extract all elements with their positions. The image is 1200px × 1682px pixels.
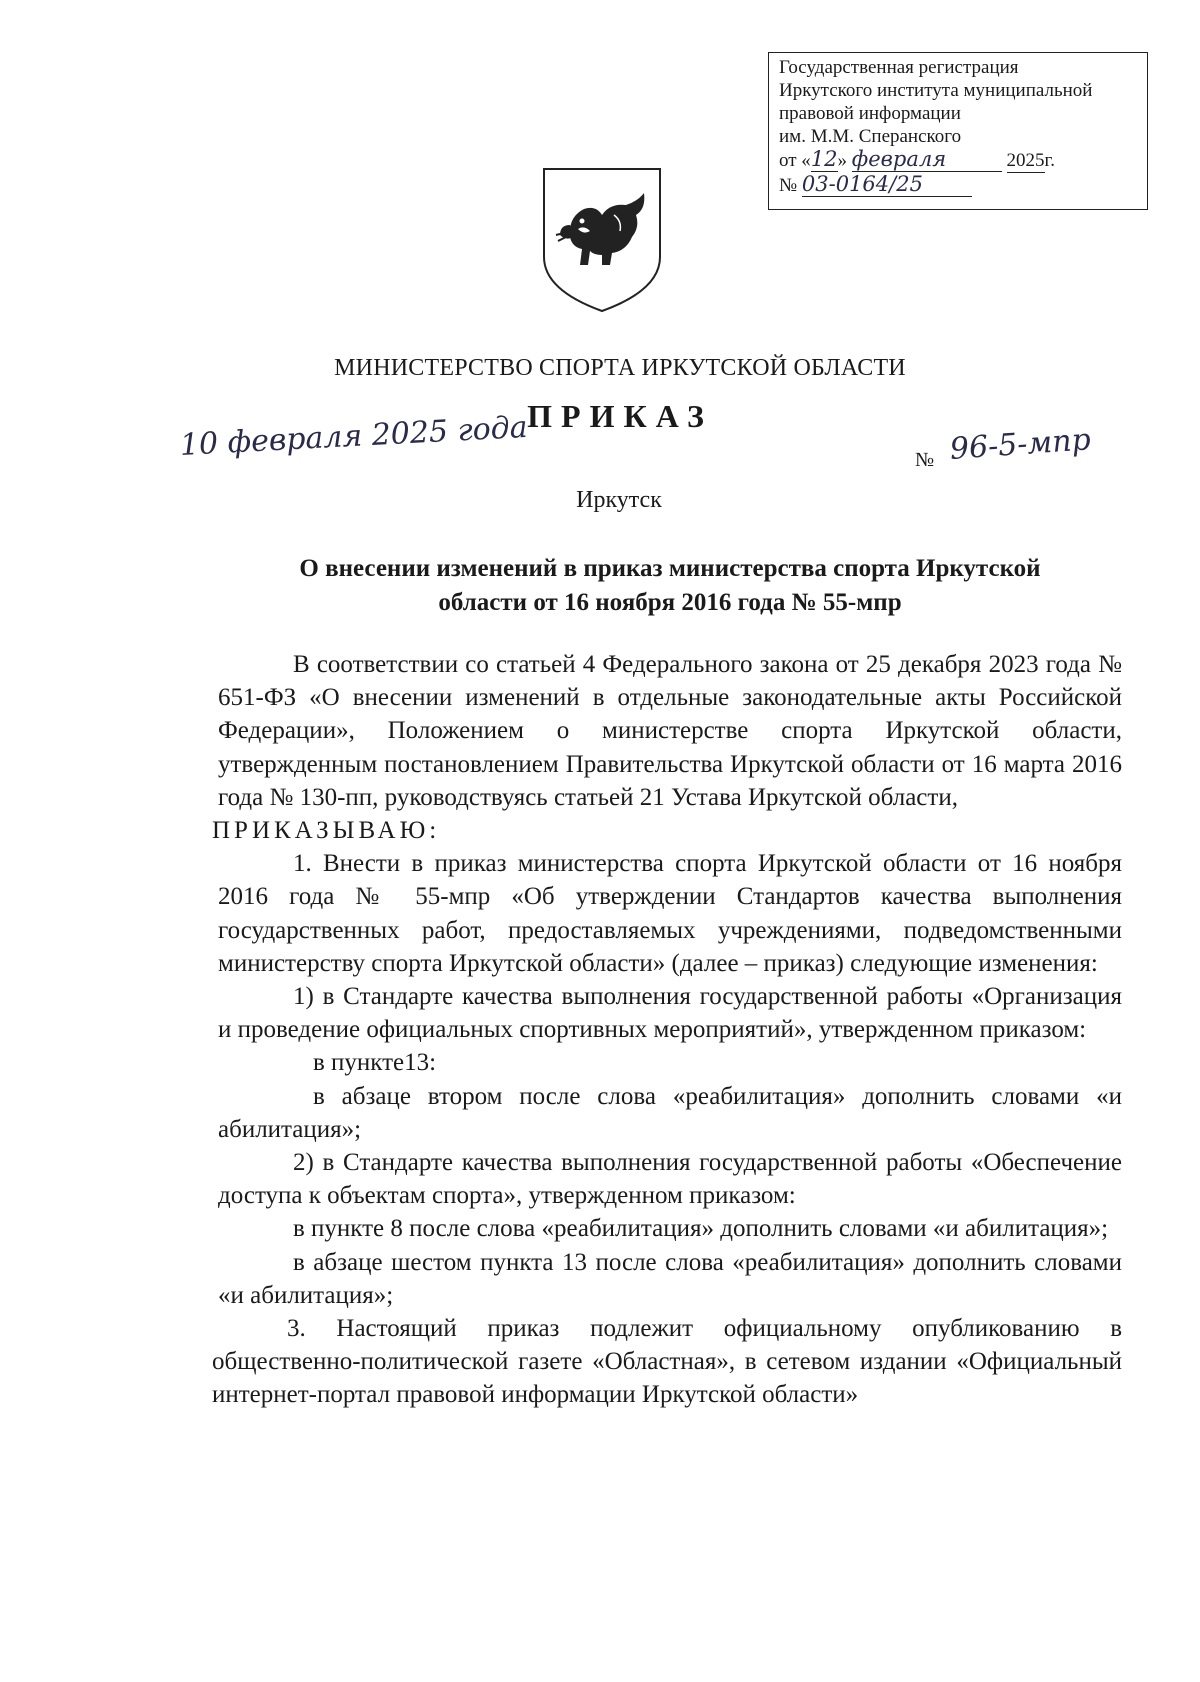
ministry-name-text: МИНИСТЕРСТВО СПОРТА ИРКУТСКОЙ ОБЛАСТИ (334, 355, 906, 381)
handwritten-number: 96-5-мпр (948, 422, 1092, 467)
document-body (212, 648, 1122, 1412)
title-line-1: О внесении изменений в приказ министерства спорта Иркутской (299, 555, 1041, 582)
stamp-line-3: правовой информации (779, 103, 961, 124)
paragraph-item-1: 1. Внести в приказ министерства спорта Иркутской области от 16 ноября 2016 года № 55-мпр «Об утверждении Стандартов качества выполнения государственных работ, предоставляемых учреждениями, подведомственными министерству спорта Иркутской области» (далее – приказ) следующие изменения: (218, 850, 1122, 977)
city-name-text: Иркутск (576, 487, 662, 513)
stamp-date-suffix: г. (1044, 150, 1055, 171)
paragraph-point-8-change: в пункте 8 после слова «реабилитация» дополнить словами «и абилитация»; (293, 1215, 1109, 1243)
stamp-date-line (779, 148, 1147, 173)
registration-stamp (768, 52, 1148, 210)
stamp-line-4: им. М.М. Сперанского (779, 126, 962, 147)
stamp-number-prefix: № (779, 175, 798, 196)
paragraph-point-13-change: в абзаце втором после слова «реабилитация» дополнить словами «и абилитация»; (218, 1082, 1122, 1143)
stamp-date-year: 2025 (1006, 150, 1045, 171)
stamp-date-month: февраля (852, 148, 1002, 172)
paragraph-preamble: В соответствии со статьей 4 Федерального закона от 25 декабря 2023 года № 651-ФЗ «О внесении изменений в отдельные законодательные акты Российской Федерации», Положением о министерстве спорта Иркутской области, утвержденным постановлением Правительства Иркутской области от 16 марта 2016 года № 130-пп, руководствуясь статьей 21 Устава Иркутской области, (218, 651, 1122, 811)
paragraph-point-13-abz6-change: в абзаце шестом пункта 13 после слова «реабилитация» дополнить словами «и абилитация»; (218, 1248, 1122, 1309)
number-label: № (915, 449, 935, 471)
stamp-date-prefix: от « (779, 150, 811, 171)
city-name (0, 487, 1200, 514)
title-line-2: области от 16 ноября 2016 года № 55-мпр (438, 589, 902, 616)
stamp-number-value: 03-0164/25 (802, 173, 972, 197)
paragraph-item-1-1: 1) в Стандарте качества выполнения государственной работы «Организация и проведение официальных спортивных мероприятий», утвержденном приказом: (218, 983, 1122, 1044)
handwritten-date: 10 февраля 2025 года (179, 409, 529, 463)
ministry-name (0, 355, 1200, 382)
paragraph-point-13: в пункте13: (313, 1049, 437, 1077)
document-title (220, 552, 1120, 620)
coat-of-arms-icon (540, 165, 664, 315)
stamp-number-line (779, 173, 1147, 197)
paragraph-item-3: 3. Настоящий приказ подлежит официальному опубликованию в общественно-политической газете «Областная», в сетевом издании «Официальный интернет-портал правовой информации Иркутской области» (212, 1315, 1122, 1409)
stamp-date-mid: » (837, 150, 848, 171)
stamp-line-2: Иркутского института муниципальной (779, 80, 1093, 101)
paragraph-item-1-2: 2) в Стандарте качества выполнения государственной работы «Обеспечение доступа к объектам спорта», утвержденном приказом: (218, 1149, 1122, 1210)
stamp-date-day: 12 (810, 147, 838, 171)
stamp-line-1: Государственная регистрация (779, 57, 1019, 78)
document-type-text: ПРИКАЗ (527, 398, 713, 434)
order-word: ПРИКАЗЫВАЮ: (212, 817, 441, 845)
